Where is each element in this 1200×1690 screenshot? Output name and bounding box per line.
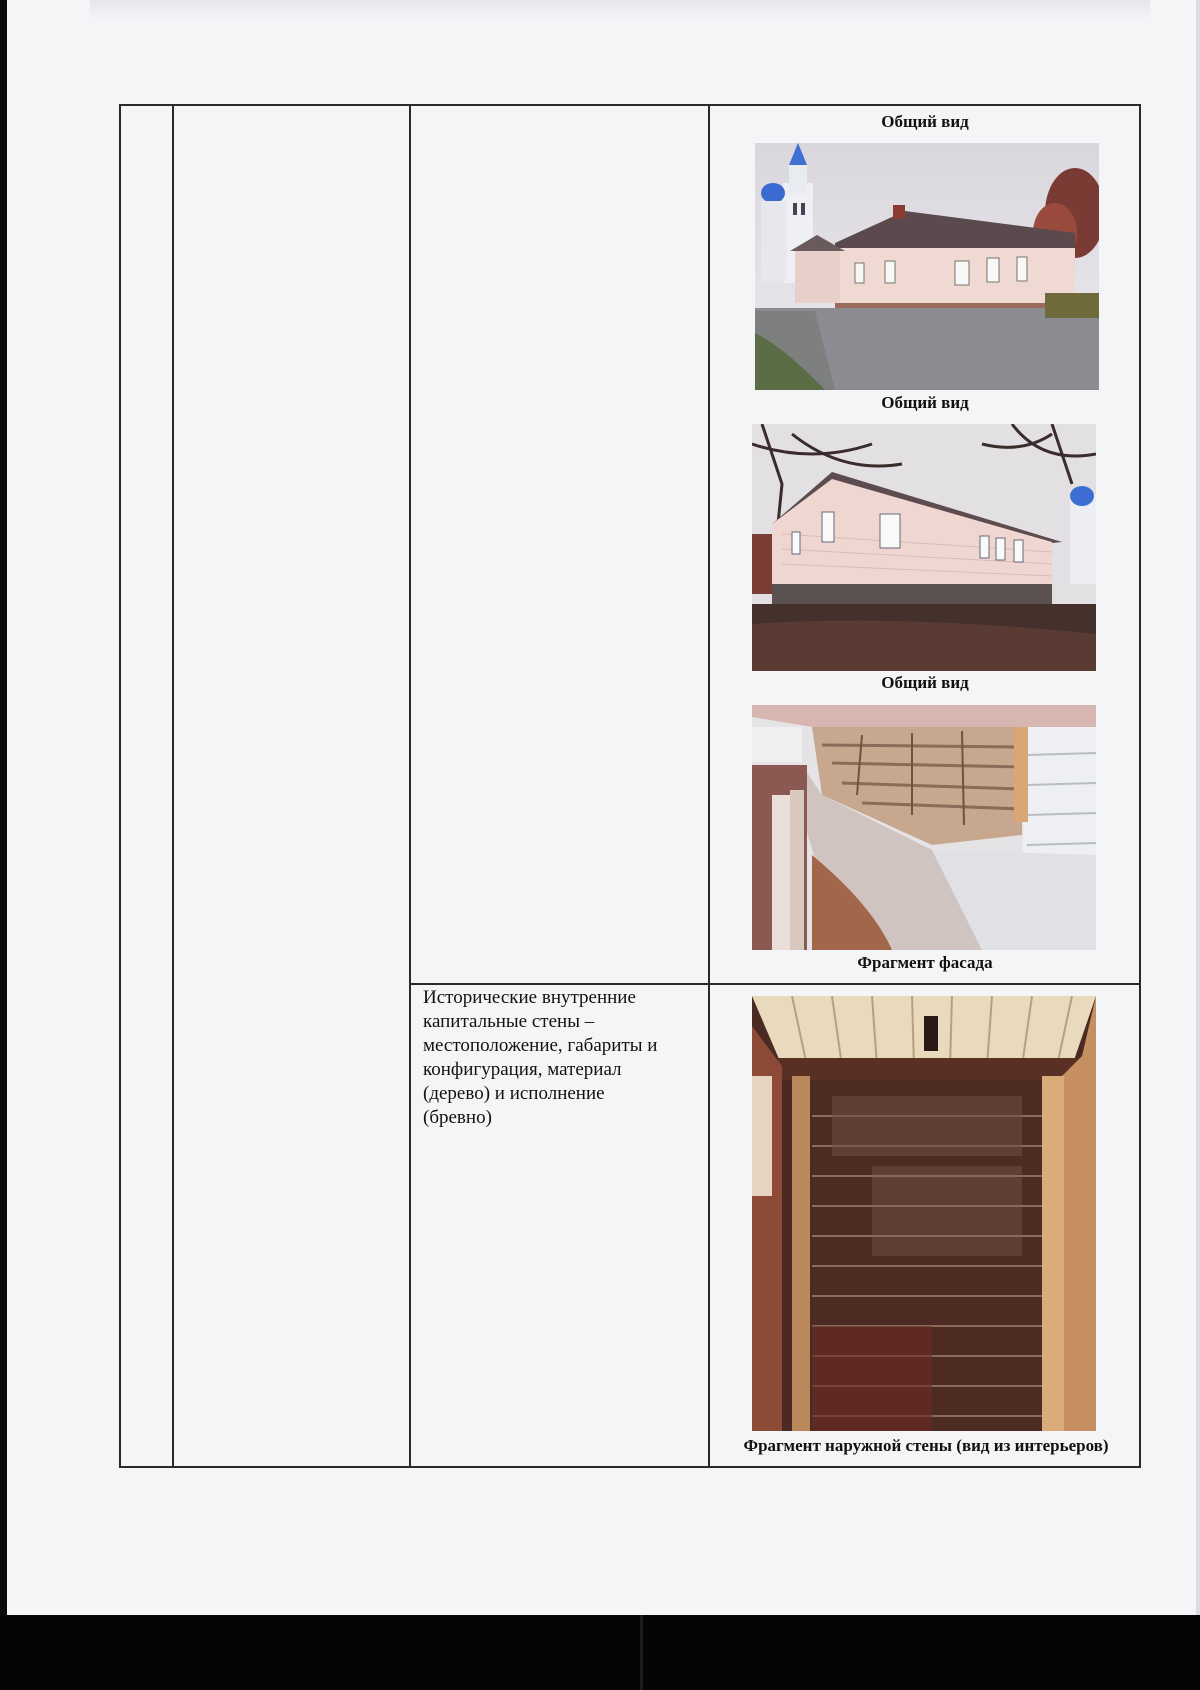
bottom-band: [0, 1615, 1200, 1690]
photo3-bottom-caption: Фрагмент фасада: [857, 953, 993, 972]
row2-description: [423, 986, 701, 1130]
table-col-line-2: [172, 104, 174, 1468]
row2-description-line: (дерево) и исполнение: [423, 1083, 605, 1104]
row2-description-line: местоположение, габариты и: [423, 1035, 658, 1056]
table-col-line-4: [708, 104, 710, 1468]
row2-description-line: (бревно): [423, 1107, 492, 1128]
row2-description-line: капитальные стены –: [423, 1011, 595, 1032]
table-col-line-3: [409, 104, 411, 1468]
table-col-line-5: [1139, 104, 1141, 1468]
scan-top-shade: [90, 0, 1150, 20]
page-left-edge: [0, 0, 7, 1625]
table-top-border: [119, 104, 1141, 106]
page-right-edge: [1196, 0, 1200, 1625]
photo1-caption: Общий вид: [881, 112, 969, 131]
photo-interior-wall: [752, 996, 1096, 1431]
photo-facade-fragment: [752, 705, 1096, 950]
photo2-caption: Общий вид: [881, 393, 969, 412]
table-row-divider: [409, 983, 1141, 985]
table-col-line-1: [119, 104, 121, 1468]
row2-description-line: Исторические внутренние: [423, 987, 636, 1008]
bottom-band-seam: [640, 1615, 643, 1690]
photo4-bottom-caption: Фрагмент наружной стены (вид из интерьеров): [743, 1436, 1109, 1455]
row2-description-line: конфигурация, материал: [423, 1059, 622, 1080]
photo-general-view-2: [752, 424, 1096, 671]
photo-general-view-1: [755, 143, 1099, 390]
photo3-caption: Общий вид: [881, 673, 969, 692]
table-bottom-border: [119, 1466, 1141, 1468]
